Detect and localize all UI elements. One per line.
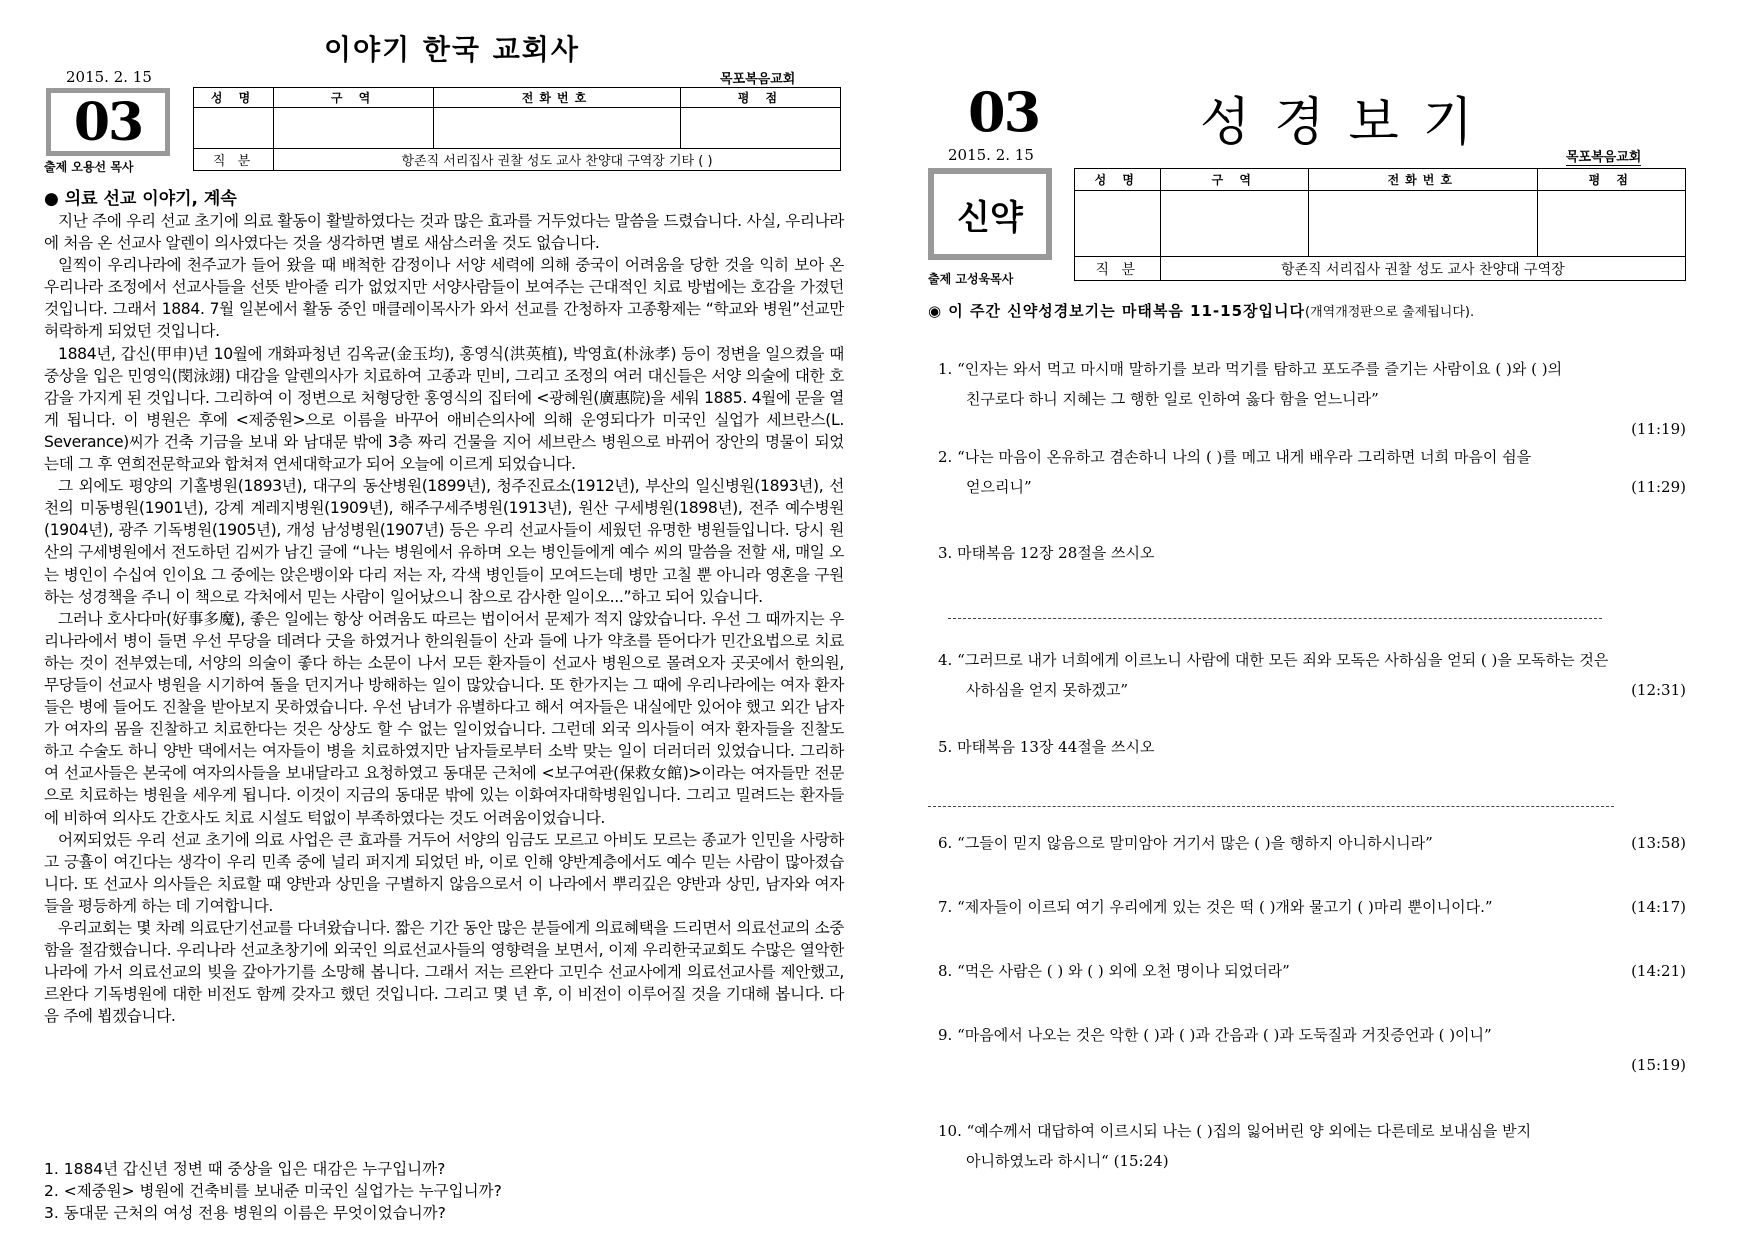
question-line: 아니하였노라 하시니“ (15:24) xyxy=(966,1152,1169,1170)
role-label: 직 분 xyxy=(194,149,274,171)
score-field[interactable] xyxy=(680,108,840,149)
verse-ref: (11:29) xyxy=(1631,478,1686,496)
question-line: 5. 마태복음 13장 44절을 쓰시오 xyxy=(938,738,1155,756)
intro-note: (개역개정판으로 출제됩니다). xyxy=(1305,305,1475,320)
header-district: 구 역 xyxy=(274,88,434,108)
bible-question xyxy=(938,732,1686,762)
header-district: 구 역 xyxy=(1160,169,1308,191)
question-line: 얻으리니” xyxy=(966,478,1032,496)
question-line: 2. “나는 마음이 온유하고 겸손하니 나의 ( )를 메고 내게 배우라 그리하면 너희 마음이 쉼을 xyxy=(938,448,1532,466)
role-options[interactable]: 항존직 서리집사 권찰 성도 교사 찬양대 구역장 기타 ( ) xyxy=(274,149,841,171)
verse-ref: (14:17) xyxy=(1631,898,1686,916)
question-line: 1. “인자는 와서 먹고 마시매 말하기를 보라 먹기를 탐하고 포도주를 즐기는 사람이요 ( )와 ( )의 xyxy=(938,360,1563,378)
church-name: 목포복음교회 xyxy=(1566,146,1641,166)
score-field[interactable] xyxy=(1537,191,1686,257)
question-line: 친구로다 하니 지혜는 그 행한 일로 인하여 옳다 함을 얻느니라” xyxy=(966,390,1379,408)
bible-question xyxy=(938,892,1686,922)
bible-question xyxy=(938,956,1686,986)
testament-badge xyxy=(928,168,1052,260)
district-field[interactable] xyxy=(274,108,434,149)
name-field[interactable] xyxy=(1075,191,1161,257)
date-label: 2015. 2. 15 xyxy=(66,68,152,86)
author-label: 출제 오용선 목사 xyxy=(44,160,134,174)
role-label: 직 분 xyxy=(1075,257,1161,281)
bible-question xyxy=(938,442,1686,502)
question-line: 7. “제자들이 이르되 여기 우리에게 있는 것은 떡 ( )개와 물고기 ( )마리 뿐이니이다.” xyxy=(938,898,1493,916)
header-phone: 전화번호 xyxy=(434,88,681,108)
question-line: 10. “예수께서 대답하여 이르시되 나는 ( )집의 잃어버린 양 외에는 다른데로 보내심을 받지 xyxy=(938,1122,1532,1140)
bible-question xyxy=(938,354,1686,438)
paragraph: 일찍이 우리나라에 천주교가 들어 왔을 때 배척한 감정이나 서양 세력에 의해 중국이 어려움을 당한 것을 익히 보아 온 우리나라 조정에서 선교사들을 선뜻 받아줄 리가 없었지만 서양사람들이 보여주는 근대적인 치료 방법에는 호감을 가졌던 것입니다. 그래서 1884. 7월 일본에서 활동 중인 매클레이목사가 와서 선교를 간청하자 고종황제는 “학교와 병원”선교만 허락하게 되었던 것입니다. xyxy=(44,256,844,341)
page-title: 성경보기 xyxy=(1200,93,1497,153)
verse-ref: (12:31) xyxy=(1631,681,1686,699)
question-list xyxy=(44,1158,502,1224)
question-line: 사하심을 얻지 못하겠고” xyxy=(966,681,1129,699)
author-label: 출제 고성욱목사 xyxy=(928,272,1014,286)
paragraph: 지난 주에 우리 선교 초기에 의료 활동이 활발하였다는 것과 많은 효과를 거두었다는 말씀을 드렸습니다. 사실, 우리나라에 처음 온 선교사 알렌이 의사였다는 것을 생각하면 별로 새삼스러울 것도 없습니다. xyxy=(44,212,844,253)
paragraph: 1884년, 갑신(甲申)년 10월에 개화파청년 김옥균(金玉均), 홍영식(洪英植), 박영효(朴泳孝) 등이 정변을 일으켰을 때 중상을 입은 민영익(閔泳翊) 대감을 알렌의사가 치료하여 고종과 민비, 그리고 조정의 여러 대신들은 서양 의술에 대한 호감을 가지게 된 것입니다. 그리하여 이 정변으로 처형당한 홍영식의 집터에 <광혜원(廣惠院)을 세워 1885. 4월에 문을 열게 됩니다. 이 병원은 후에 <제중원>으로 이름을 바꾸어 애비슨의사에 의해 운영되다가 미국인 실업가 세브란스(L. Severance)씨가 건축 기금을 보내 와 남대문 밖에 3층 짜리 건물을 지어 세브란스 병원으로 바뀌어 장안의 명물이 되었는데 그 후 연희전문학교와 합쳐져 연세대학교가 되어 오늘에 이르게 되었습니다. xyxy=(44,344,844,474)
info-table xyxy=(1074,168,1686,281)
verse-ref: (15:19) xyxy=(1631,1056,1686,1074)
info-table xyxy=(193,87,841,171)
bible-question xyxy=(938,828,1686,858)
bible-question xyxy=(938,538,1686,568)
role-options[interactable]: 항존직 서리집사 권찰 성도 교사 찬양대 구역장 xyxy=(1160,257,1685,281)
page-title: 이야기 한국 교회사 xyxy=(324,33,580,66)
paragraph: 그러나 호사다마(好事多魔), 좋은 일에는 항상 어려움도 따르는 법이어서 문제가 적지 않았습니다. 우선 그 때까지는 우리나라에서 병이 들면 우선 무당을 데려다 굿을 하였거나 한의원들이 산과 들에 나가 약초를 뜯어다가 민간요법으로 치료하는 것이 전부였는데, 서양의 의술이 좋다 하는 소문이 나서 모든 환자들이 선교사 병원으로 몰려오자 곳곳에서 한의원, 무당들이 선교사 병원을 시기하여 돌을 던지거나 방해하는 일이 많았습니다. 또 한가지는 그 때에 우리나라에는 여자 환자들은 병에 들어도 진찰을 받아보지 못하였습니다. 우선 남녀가 유별하다고 해서 여자들은 내실에만 있어야 했고 외간 남자가 여자의 몸을 진찰하고 치료한다는 것은 상상도 할 수 없는 일이었습니다. 그런데 외국 의사들이 여자 환자들을 진찰도 하고 수술도 하니 양반 댁에서는 여자들이 병을 치료하였지만 남자들로부터 소박 맞는 일이 더러더러 있었습니다. 그리하여 선교사들은 본국에 여자의사들을 보내달라고 요청하였고 동대문 근처에 <보구여관(保救女館)>이라는 여자들만 전문으로 치료하는 병원을 세우게 됩니다. 이것이 지금의 동대문 밖에 있는 이화여자대학병원입니다. 그리고 밀려드는 환자들에 비하여 의사도 간호사도 치료 시설도 턱없이 부족하였다는 것도 어려움이었습니다. xyxy=(44,609,844,827)
verse-ref: (13:58) xyxy=(1631,834,1686,852)
testament-label: 신약 xyxy=(957,197,1023,238)
answer-line[interactable] xyxy=(948,618,1602,619)
paragraph: 우리교회는 몇 차례 의료단기선교를 다녀왔습니다. 짧은 기간 동안 많은 분들에게 의료혜택을 드리면서 의료선교의 소중함을 절감했습니다. 우리나라 선교초창기에 외국인 의료선교사들의 영향력을 보면서, 이제 우리한국교회도 수많은 열악한 나라에 가서 의료선교의 빚을 갚아가기를 소망해 봅니다. 그래서 저는 르완다 고민수 선교사에게 의료선교사를 제안했고, 르완다 기독병원에 대한 비전도 함께 갖자고 했던 것입니다. 그리고 몇 년 후, 이 비전이 이루어질 것을 기대해 봅니다. 다음 주에 뵙겠습니다. xyxy=(44,919,844,1026)
question-line: 3. 마태복음 12장 28절을 쓰시오 xyxy=(938,544,1155,562)
bible-question xyxy=(938,1116,1686,1176)
article-body xyxy=(44,210,844,1027)
question-line: 8. “먹은 사람은 ( ) 와 ( ) 외에 오천 명이나 되었더라” xyxy=(938,962,1290,980)
paragraph: 어찌되었든 우리 선교 초기에 의료 사업은 큰 효과를 거두어 서양의 임금도 모르고 아비도 모르는 종교가 인민을 사랑하고 긍휼이 여긴다는 생각이 우리 민족 중에 널리 퍼지게 되었던 바, 이로 인해 양반계층에서도 예수 믿는 사람이 많아졌습니다. 또 선교사 의사들은 치료할 때 양반과 상민을 구별하지 않음으로서 이 나라에서 뿌리깊은 양반과 상민, 남자와 여자들을 평등하게 하는 데 기여합니다. xyxy=(44,830,844,915)
verse-ref: (14:21) xyxy=(1631,962,1686,980)
question-item: 3. 동대문 근처의 여성 전용 병원의 이름은 무엇이었습니까? xyxy=(44,1204,446,1222)
intro-line xyxy=(928,300,1474,321)
answer-line[interactable] xyxy=(928,806,1614,807)
header-phone: 전화번호 xyxy=(1309,169,1537,191)
question-line: 4. “그러므로 내가 너희에게 이르노니 사람에 대한 모든 죄와 모독은 사하심을 얻되 ( )을 모독하는 것은 xyxy=(938,651,1609,669)
issue-number: 03 xyxy=(968,80,1040,144)
header-name: 성 명 xyxy=(1075,169,1161,191)
issue-number: 03 xyxy=(73,91,143,153)
header-score: 평 점 xyxy=(680,88,840,108)
name-field[interactable] xyxy=(194,108,274,149)
header-name: 성 명 xyxy=(194,88,274,108)
issue-number-box xyxy=(46,88,170,156)
intro-text: ◉ 이 주간 신약성경보기는 마태복음 11-15장입니다 xyxy=(928,302,1305,320)
paragraph: 그 외에도 평양의 기홀병원(1893년), 대구의 동산병원(1899년), 청주진료소(1912년), 부산의 일신병원(1893년), 선천의 미동병원(1901년), 강계 계레지병원(1909년), 해주구세주병원(1913년), 원산 구세병원(1898년), 전주 예수병원(1904년), 광주 기독병원(1905년), 개성 남성병원(1907년) 등은 우리 선교사들이 세웠던 유명한 병원들입니다. 당시 원산의 구세병원에서 전도하던 김씨가 남긴 글에 “나는 병원에서 유하며 오는 병인들에게 예수 씨의 말씀을 전할 새, 매일 오는 병인이 수십여 인이요 그 중에는 앉은뱅이와 다리 저는 자, 각색 병인들이 모여드는데 병만 고칠 뿐 아니라 영혼을 구원하는 성경책을 주니 이 책으로 각처에서 믿는 사람이 일어났으니 참으로 감사한 일이오...”하고 되어 있습니다. xyxy=(44,477,844,606)
bible-question xyxy=(938,645,1686,705)
question-line: 9. “마음에서 나오는 것은 악한 ( )과 ( )과 간음과 ( )과 도둑질과 거짓증언과 ( )이니” xyxy=(938,1026,1492,1044)
question-item: 2. <제중원> 병원에 건축비를 보내준 미국인 실업가는 누구입니까? xyxy=(44,1182,502,1200)
bible-question xyxy=(938,1020,1686,1074)
phone-field[interactable] xyxy=(434,108,681,149)
header-score: 평 점 xyxy=(1537,169,1686,191)
question-line: 6. “그들이 믿지 않음으로 말미암아 거기서 많은 ( )을 행하지 아니하시니라” xyxy=(938,834,1433,852)
verse-ref: (11:19) xyxy=(1631,420,1686,438)
district-field[interactable] xyxy=(1160,191,1308,257)
church-name: 목포복음교회 xyxy=(720,68,795,88)
question-item: 1. 1884년 갑신년 정변 때 중상을 입은 대감은 누구입니까? xyxy=(44,1160,446,1178)
date-label: 2015. 2. 15 xyxy=(948,146,1034,164)
section-heading: ● 의료 선교 이야기, 계속 xyxy=(44,189,237,209)
phone-field[interactable] xyxy=(1309,191,1537,257)
